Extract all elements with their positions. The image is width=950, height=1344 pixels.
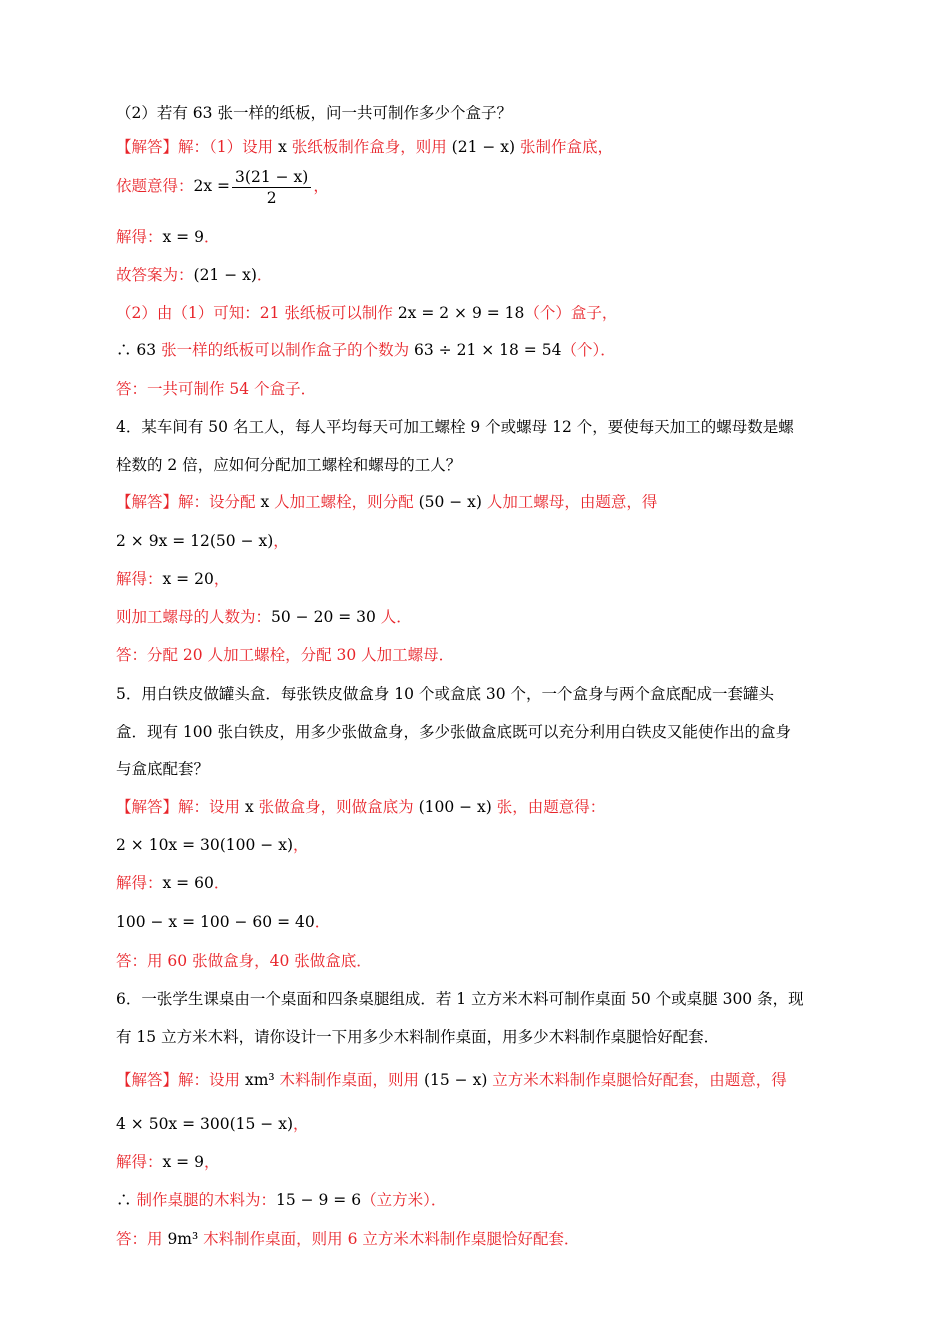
text-segment: 盒．现有 100 张白铁皮，用多少张做盒身，多少张做盒底既可以充分利用白铁皮又能使作出的盒身 — [116, 723, 791, 741]
text-segment: 解：设用 — [178, 798, 245, 816]
text-segment: 2 × 9x = 12(50 − x) — [116, 532, 274, 550]
fraction-suffix: ， — [313, 177, 329, 195]
text-segment: 2 × 10x = 30(100 − x) — [116, 836, 293, 854]
text-segment: 有 15 立方米木料，请你设计一下用多少木料制作桌面，用多少木料制作桌腿恰好配套． — [116, 1028, 720, 1046]
text-line — [116, 796, 836, 818]
text-segment: ∴ 63 — [116, 341, 162, 359]
text-line — [116, 872, 836, 894]
text-line — [116, 454, 836, 476]
text-line — [116, 834, 836, 856]
text-segment: 答：一共可制作 54 个盒子． — [116, 380, 317, 398]
text-segment: 【解答】 — [116, 493, 179, 511]
text-segment: (21 − x) — [193, 266, 257, 284]
text-line — [116, 102, 836, 124]
text-segment: （2）由（1）可知：21 张纸板可以制作 — [116, 304, 398, 322]
text-segment: 与盒底配套？ — [116, 760, 210, 778]
text-segment: 9m³ — [167, 1230, 199, 1248]
text-line — [116, 416, 836, 438]
text-segment: 答：分配 20 人加工螺栓，分配 30 人加工螺母． — [116, 646, 455, 664]
text-segment: 4．某车间有 50 名工人，每人平均每天可加工螺栓 9 个或螺母 12 个，要使每天加工的螺母数是螺 — [116, 418, 794, 436]
text-line — [116, 1189, 836, 1211]
text-segment: 故答案为： — [116, 266, 194, 284]
text-line — [116, 302, 836, 324]
text-segment: 15 − 9 = 6 — [275, 1191, 362, 1209]
fraction-numerator: 3(21 − x) — [232, 167, 311, 188]
text-segment: xm³ — [244, 1071, 275, 1089]
fraction-denominator: 2 — [266, 188, 277, 207]
text-segment: 解：设分配 — [178, 493, 261, 511]
text-segment: 张，由题意得： — [491, 798, 606, 816]
text-segment: 6．一张学生课桌由一个桌面和四条桌腿组成．若 1 立方米木料可制作桌面 50 个或桌腿 300 条，现 — [116, 990, 804, 1008]
text-line — [116, 226, 836, 248]
text-segment: 人加工螺栓，则分配 — [269, 493, 419, 511]
text-segment: 100 − x = 100 − 60 = 40 — [116, 913, 315, 931]
text-segment: ， — [203, 1153, 220, 1171]
text-segment: 木料制作桌面，则用 — [274, 1071, 424, 1089]
text-segment: x = 9 — [162, 228, 204, 246]
text-segment: 50 − 20 = 30 — [271, 608, 376, 626]
text-segment: 5．用白铁皮做罐头盒．每张铁皮做盒身 10 个或盒底 30 个，一个盒身与两个盒底配成一套罐头 — [116, 685, 775, 703]
text-line — [116, 606, 836, 628]
text-segment: ． — [203, 228, 220, 246]
text-segment: x = 9 — [162, 1153, 204, 1171]
text-line — [116, 1026, 836, 1048]
text-segment: 【解答】 — [116, 1071, 179, 1089]
text-segment: 【解答】 — [116, 138, 179, 156]
text-segment: （2）若有 63 张一样的纸板，问一共可制作多少个盒子？ — [116, 104, 512, 122]
text-segment: 4 × 50x = 300(15 − x) — [116, 1115, 293, 1133]
text-segment: 木料制作桌面，则用 6 立方米木料制作桌腿恰好配套． — [198, 1230, 580, 1248]
text-line — [116, 644, 836, 666]
text-line — [116, 136, 836, 158]
text-segment: ， — [273, 532, 289, 550]
text-line — [116, 568, 836, 590]
text-line — [116, 164, 836, 208]
text-segment: （个）盒子， — [524, 304, 618, 322]
text-segment: ， — [213, 570, 230, 588]
text-segment: 解得： — [116, 570, 163, 588]
text-segment: 则加工螺母的人数为： — [116, 608, 272, 626]
text-segment: x — [260, 493, 270, 511]
text-segment: 张做盒身，则做盒底为 — [253, 798, 419, 816]
text-line — [116, 530, 836, 552]
text-segment: ． — [314, 913, 331, 931]
text-line — [116, 988, 836, 1010]
text-line — [116, 911, 836, 933]
text-segment: 答：用 — [116, 1230, 168, 1248]
text-segment: x — [278, 138, 287, 156]
text-segment: 依题意得： — [116, 177, 194, 195]
text-line — [116, 378, 836, 400]
text-segment: 张制作盒底， — [515, 138, 614, 156]
text-line — [116, 1069, 836, 1091]
text-line — [116, 721, 836, 743]
text-segment: 答：用 60 张做盒身，40 张做盒底． — [116, 952, 372, 970]
text-line — [116, 1113, 836, 1135]
text-segment: ． — [213, 874, 230, 892]
text-segment: 解得： — [116, 874, 163, 892]
text-segment: 张一样的纸板可以制作盒子的个数为 — [161, 341, 415, 359]
text-segment: ， — [293, 1115, 309, 1133]
text-segment: (21 − x) — [451, 138, 516, 156]
text-line — [116, 758, 836, 780]
text-segment: 人加工螺母，由题意，得 — [481, 493, 658, 511]
text-line — [116, 339, 836, 361]
text-segment: 张纸板制作盒身，则用 — [286, 138, 452, 156]
text-segment: x — [244, 798, 254, 816]
text-segment: (50 − x) — [418, 493, 482, 511]
text-line — [116, 1151, 836, 1173]
text-segment: 人． — [375, 608, 412, 626]
text-segment: ∴ — [116, 1191, 137, 1209]
text-line — [116, 264, 836, 286]
text-segment: x = 20 — [162, 570, 214, 588]
text-segment: (100 − x) — [418, 798, 492, 816]
text-segment: 【解答】 — [116, 798, 179, 816]
fraction — [232, 167, 311, 208]
text-segment: 解：（1）设用 — [178, 138, 279, 156]
text-segment: 解得： — [116, 1153, 163, 1171]
text-segment: ， — [293, 836, 309, 854]
text-line — [116, 1228, 836, 1250]
text-segment: ． — [256, 266, 273, 284]
text-segment: 立方米木料制作桌腿恰好配套，由题意，得 — [487, 1071, 787, 1089]
text-segment: 63 ÷ 21 × 18 = 54 — [414, 341, 562, 359]
text-segment: 栓数的 2 倍，应如何分配加工螺栓和螺母的工人？ — [116, 456, 462, 474]
text-segment: 2x = 2 × 9 = 18 — [397, 304, 525, 322]
text-line — [116, 491, 836, 513]
text-segment: 制作桌腿的木料为： — [136, 1191, 276, 1209]
text-segment: 解得： — [116, 228, 163, 246]
text-segment: (15 − x) — [423, 1071, 488, 1089]
text-segment: （个）． — [561, 341, 616, 359]
text-segment: 2x = — [193, 177, 231, 195]
text-line — [116, 950, 836, 972]
text-segment: （立方米）． — [361, 1191, 447, 1209]
text-line — [116, 683, 836, 705]
text-segment: 解：设用 — [178, 1071, 245, 1089]
text-segment: x = 60 — [162, 874, 214, 892]
